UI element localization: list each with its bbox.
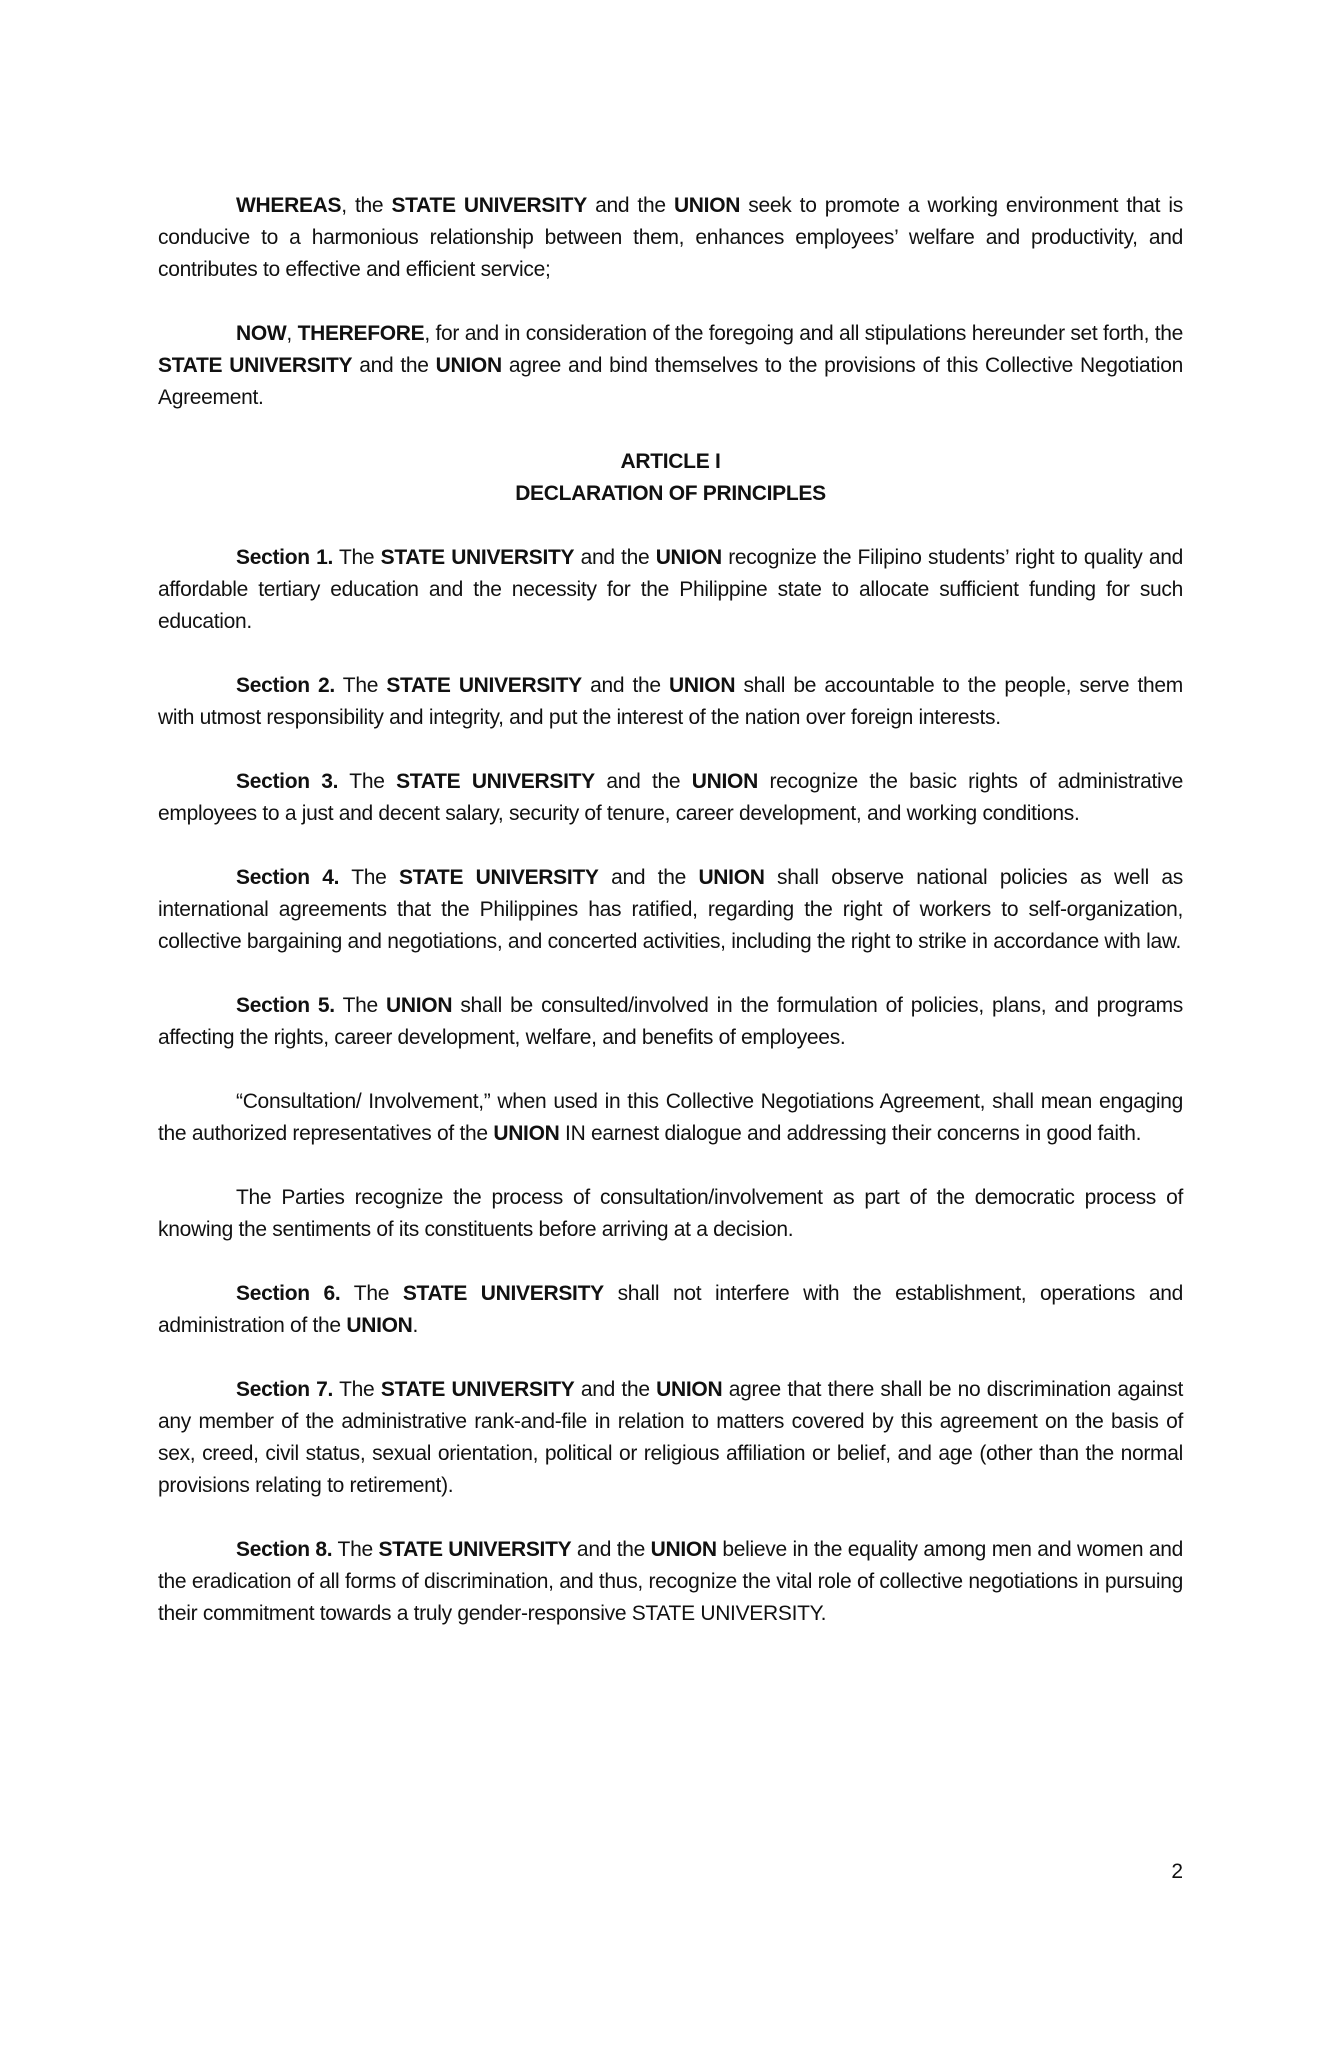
text-run: The <box>340 1282 403 1305</box>
page-number: 2 <box>1171 1860 1183 1883</box>
text-run: and the <box>352 354 436 377</box>
text-run: recognize the basic rights of administrative employees to a just and decent salary, security of tenure, career development, and working conditions. <box>158 770 1183 825</box>
bold-term: Section 3. <box>236 770 339 793</box>
sections-paragraph <box>158 542 1183 638</box>
preamble <box>158 190 1183 414</box>
sections-paragraph <box>158 1534 1183 1630</box>
text-run: , for and in consideration of the foregoing and all stipulations hereunder set forth, the <box>424 322 1183 345</box>
bold-term: Section 8. <box>236 1538 333 1561</box>
text-run: and the <box>574 546 656 569</box>
sections-paragraph <box>158 1374 1183 1502</box>
bold-term: UNION <box>650 1538 717 1561</box>
bold-term: STATE UNIVERSITY <box>396 770 595 793</box>
bold-term: STATE UNIVERSITY <box>380 1378 575 1401</box>
sections <box>158 542 1183 1630</box>
sections-paragraph <box>158 1182 1183 1246</box>
text-run: and the <box>598 866 699 889</box>
text-run: shall observe national policies as well as international agreements that the Philippines has ratified, regarding the right of workers to self-organization, collective bargaining and negotiations, and concerted activities, including the right to strike in accordance with law. <box>158 866 1183 953</box>
preamble-paragraph <box>158 318 1183 414</box>
bold-term: UNION <box>435 354 502 377</box>
text-run: and the <box>586 194 674 217</box>
sections-paragraph <box>158 862 1183 958</box>
bold-term: Section 5. <box>236 994 335 1017</box>
text-run: . <box>412 1314 419 1337</box>
text-run: seek to promote a working environment that is conducive to a harmonious relationship between them, enhances employees’ welfare and productivity, and contributes to effective and efficient service; <box>158 194 1183 281</box>
bold-term: STATE UNIVERSITY <box>386 674 582 697</box>
sections-paragraph <box>158 670 1183 734</box>
text-run: The <box>332 1538 379 1561</box>
bold-term: UNION <box>691 770 758 793</box>
text-run: The <box>339 866 399 889</box>
bold-term: Section 7. <box>236 1378 334 1401</box>
text-run: shall be consulted/involved in the formulation of policies, plans, and programs affecting the rights, career development, welfare, and benefits of employees. <box>158 994 1183 1049</box>
bold-term: UNION <box>493 1122 560 1145</box>
bold-term: UNION <box>346 1314 413 1337</box>
text-run: agree and bind themselves to the provisions of this Collective Negotiation Agreement. <box>158 354 1183 409</box>
text-run: and the <box>571 1538 651 1561</box>
bold-term: NOW <box>236 322 287 345</box>
bold-term: STATE UNIVERSITY <box>158 354 353 377</box>
bold-term: UNION <box>669 674 736 697</box>
article-heading <box>158 446 1183 510</box>
sections-paragraph <box>158 1086 1183 1150</box>
bold-term: Section 6. <box>236 1282 341 1305</box>
text-run: believe in the equality among men and women and the eradication of all forms of discrimination, and thus, recognize the vital role of collective negotiations in pursuing their commitment towards a truly gender-responsive STATE UNIVERSITY. <box>158 1538 1183 1625</box>
bold-term: UNION <box>655 546 722 569</box>
bold-term: STATE UNIVERSITY <box>398 866 599 889</box>
sections-paragraph <box>158 990 1183 1054</box>
article-title: DECLARATION OF PRINCIPLES <box>515 482 826 505</box>
bold-term: UNION <box>673 194 741 217</box>
preamble-paragraph <box>158 190 1183 286</box>
text-run: The <box>334 994 387 1017</box>
text-run: shall not interfere with the establishment, operations and administration of the <box>158 1282 1183 1337</box>
bold-term: STATE UNIVERSITY <box>378 1538 572 1561</box>
text-run: and the <box>574 1378 657 1401</box>
text-run: and the <box>594 770 692 793</box>
document-page <box>158 190 1183 1662</box>
text-run: , <box>286 322 298 345</box>
text-run: The Parties recognize the process of consultation/involvement as part of the democratic process of knowing the sentiments of its constituents before arriving at a decision. <box>158 1186 1183 1241</box>
bold-term: STATE UNIVERSITY <box>402 1282 604 1305</box>
text-run: The <box>334 674 387 697</box>
bold-term: Section 1. <box>236 546 334 569</box>
bold-term: STATE UNIVERSITY <box>380 546 575 569</box>
text-run: and the <box>581 674 670 697</box>
text-run: The <box>333 1378 381 1401</box>
text-run: agree that there shall be no discrimination against any member of the administrative rank-and-file in relation to matters covered by this agreement on the basis of sex, creed, civil status, sexual orientation, political or religious affiliation or belief, and age (other than the normal provisions relating to retirement). <box>158 1378 1183 1497</box>
text-run: IN earnest dialogue and addressing their concerns in good faith. <box>559 1122 1142 1145</box>
article-number: ARTICLE I <box>620 450 721 473</box>
text-run: “Consultation/ Involvement,” when used in this Collective Negotiations Agreement, shall mean engaging the authorized representatives of the <box>158 1090 1183 1145</box>
bold-term: UNION <box>698 866 765 889</box>
text-run: The <box>333 546 381 569</box>
bold-term: Section 2. <box>236 674 335 697</box>
bold-term: WHEREAS <box>236 194 342 217</box>
text-run: The <box>338 770 397 793</box>
bold-term: UNION <box>656 1378 723 1401</box>
bold-term: UNION <box>386 994 453 1017</box>
text-run: recognize the Filipino students’ right to quality and affordable tertiary education and the necessity for the Philippine state to allocate sufficient funding for such education. <box>158 546 1183 633</box>
sections-paragraph <box>158 766 1183 830</box>
text-run: shall be accountable to the people, serve them with utmost responsibility and integrity, and put the interest of the nation over foreign interests. <box>158 674 1183 729</box>
bold-term: Section 4. <box>236 866 340 889</box>
sections-paragraph <box>158 1278 1183 1342</box>
bold-term: THEREFORE <box>297 322 425 345</box>
bold-term: STATE UNIVERSITY <box>391 194 587 217</box>
text-run: , the <box>341 194 392 217</box>
